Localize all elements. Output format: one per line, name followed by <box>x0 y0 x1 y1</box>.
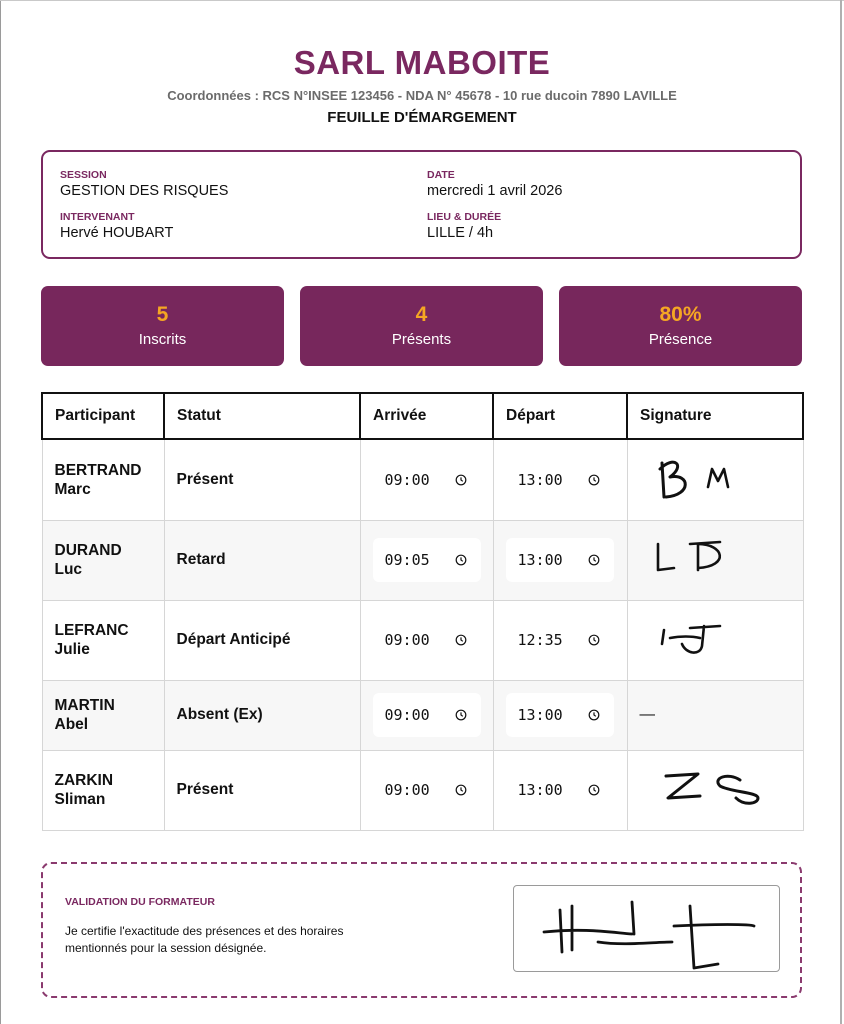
departure-time-input[interactable] <box>506 618 614 662</box>
session-value: GESTION DES RISQUES <box>60 183 229 199</box>
handwritten-signature <box>514 886 781 973</box>
participant-cell <box>42 439 164 520</box>
table-row <box>42 680 803 750</box>
participant-cell <box>42 600 164 680</box>
participant-first-name: Julie <box>54 641 90 658</box>
clock-icon <box>588 634 600 646</box>
status-cell: Présent <box>164 750 360 830</box>
session-info-box <box>41 150 802 259</box>
table-header-row <box>42 393 803 439</box>
column-header-participant: Participant <box>42 393 164 439</box>
departure-time-input[interactable] <box>506 538 614 582</box>
arrival-time-value: 09:05 <box>384 551 430 569</box>
trainer-label: INTERVENANT <box>60 211 135 223</box>
handwritten-signature <box>640 608 750 668</box>
departure-time-value: 13:00 <box>517 781 563 799</box>
document-title: FEUILLE D'ÉMARGEMENT <box>327 109 517 126</box>
status-cell: Départ Anticipé <box>164 600 360 680</box>
stat-value: 5 <box>156 303 169 326</box>
stat-label: Présence <box>648 331 713 348</box>
clock-icon <box>455 709 467 721</box>
participant-first-name: Luc <box>54 561 83 578</box>
trainer-signature-pad[interactable] <box>513 885 780 972</box>
stat-value: 80% <box>659 303 702 326</box>
arrival-time-input[interactable] <box>373 693 481 737</box>
participant-last-name: DURAND <box>54 542 122 559</box>
column-header-signature: Signature <box>627 393 803 439</box>
stat-card-attendance-rate <box>559 286 802 366</box>
place-value: LILLE / 4h <box>427 225 494 241</box>
arrival-time-value: 09:00 <box>384 706 430 724</box>
status-cell: Présent <box>164 439 360 520</box>
clock-icon <box>588 784 600 796</box>
participant-last-name: ZARKIN <box>54 772 114 789</box>
column-header-arrival: Arrivée <box>360 393 493 439</box>
arrival-time-input[interactable] <box>373 618 481 662</box>
page-edge <box>840 0 842 1024</box>
participant-cell <box>42 680 164 750</box>
stat-card-registered <box>41 286 284 366</box>
column-header-departure: Départ <box>493 393 627 439</box>
signature-cell <box>627 439 803 520</box>
stat-card-present <box>300 286 543 366</box>
table-row <box>42 750 803 830</box>
clock-icon <box>588 554 600 566</box>
arrival-cell <box>360 439 493 520</box>
date-label: DATE <box>427 169 455 181</box>
trainer-validation-box <box>41 862 802 998</box>
participant-last-name: MARTIN <box>54 697 115 714</box>
clock-icon <box>588 474 600 486</box>
participant-last-name: LEFRANC <box>54 622 129 639</box>
signature-cell <box>627 600 803 680</box>
arrival-time-value: 09:00 <box>384 781 430 799</box>
stat-label: Inscrits <box>138 331 187 348</box>
departure-time-value: 13:00 <box>517 551 563 569</box>
arrival-cell <box>360 680 493 750</box>
clock-icon <box>455 634 467 646</box>
departure-time-input[interactable] <box>506 693 614 737</box>
table-row <box>42 520 803 600</box>
handwritten-signature <box>640 447 750 507</box>
company-coordinates: Coordonnées : RCS N°INSEE 123456 - NDA N° 45678 - 10 rue ducoin 7890 LAVILLE <box>167 88 677 103</box>
column-header-status: Statut <box>164 393 360 439</box>
departure-time-input[interactable] <box>506 458 614 502</box>
session-label: SESSION <box>60 169 107 181</box>
participant-first-name: Sliman <box>54 791 106 808</box>
trainer-value: Hervé HOUBART <box>60 225 174 241</box>
arrival-time-value: 09:00 <box>384 470 430 489</box>
participant-first-name: Abel <box>54 716 89 733</box>
clock-icon <box>455 474 467 486</box>
table-row <box>42 600 803 680</box>
page-edge <box>0 0 1 1024</box>
company-name: SARL MABOITE <box>293 44 551 81</box>
participant-last-name: BERTRAND <box>54 461 142 479</box>
departure-time-value: 12:35 <box>517 631 563 649</box>
handwritten-signature <box>640 528 750 588</box>
stat-label: Présents <box>391 331 452 348</box>
departure-cell <box>493 750 627 830</box>
clock-icon <box>455 554 467 566</box>
arrival-cell <box>360 600 493 680</box>
status-cell: Absent (Ex) <box>164 680 360 750</box>
participant-cell <box>42 750 164 830</box>
signature-cell-empty: — <box>627 680 803 750</box>
status-cell: Retard <box>164 520 360 600</box>
arrival-time-value: 09:00 <box>384 631 430 649</box>
arrival-cell <box>360 520 493 600</box>
departure-cell <box>493 680 627 750</box>
departure-time-value: 13:00 <box>517 470 563 489</box>
stat-value: 4 <box>415 303 428 326</box>
departure-cell <box>493 600 627 680</box>
signature-cell <box>627 750 803 830</box>
table-row <box>42 439 803 520</box>
clock-icon <box>455 784 467 796</box>
clock-icon <box>588 709 600 721</box>
departure-cell <box>493 520 627 600</box>
date-value: mercredi 1 avril 2026 <box>427 183 563 199</box>
arrival-time-input[interactable] <box>373 458 481 502</box>
arrival-cell <box>360 750 493 830</box>
handwritten-signature <box>640 758 780 818</box>
place-label: LIEU & DURÉE <box>427 211 502 223</box>
page-edge <box>0 0 844 1</box>
participant-cell <box>42 520 164 600</box>
arrival-time-input[interactable] <box>373 538 481 582</box>
departure-time-value: 13:00 <box>517 706 563 724</box>
arrival-time-input[interactable] <box>373 768 481 812</box>
validation-title: VALIDATION DU FORMATEUR <box>65 896 215 908</box>
signature-cell <box>627 520 803 600</box>
departure-time-input[interactable] <box>506 768 614 812</box>
attendance-table <box>41 392 804 831</box>
participant-first-name: Marc <box>54 480 91 498</box>
validation-text: Je certifie l'exactitude des présences et des horaires mentionnés pour la session désignée. <box>65 924 344 955</box>
departure-cell <box>493 439 627 520</box>
